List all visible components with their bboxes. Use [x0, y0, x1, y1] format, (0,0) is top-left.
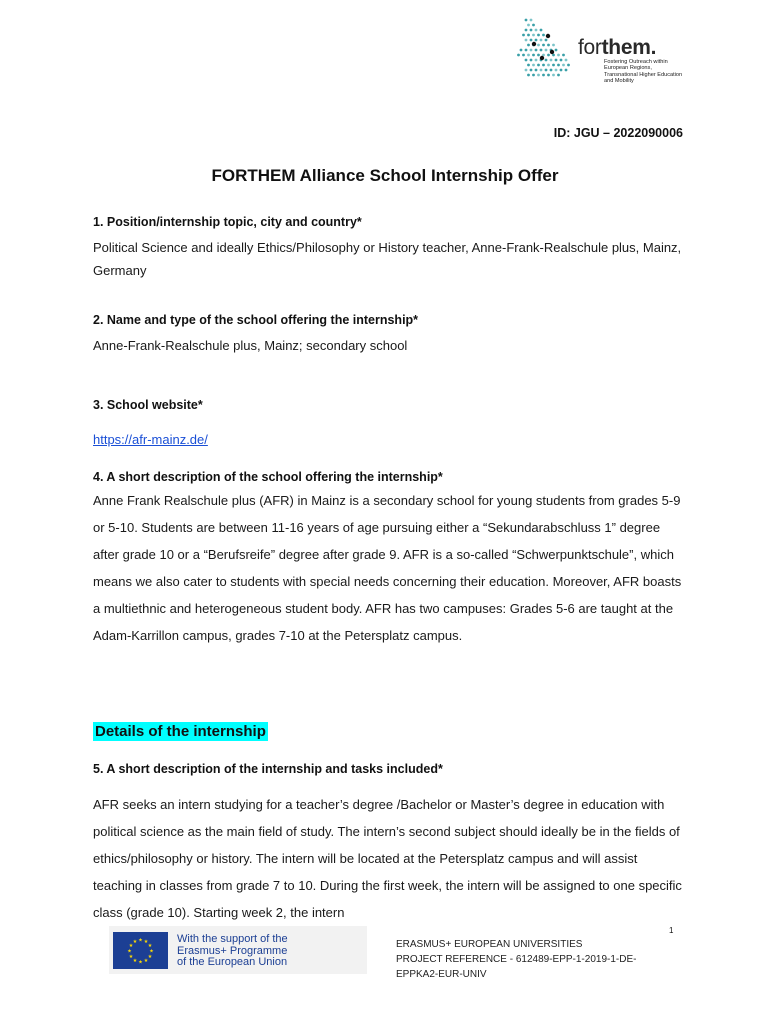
page-title: FORTHEM Alliance School Internship Offer	[211, 166, 559, 185]
svg-text:★: ★	[147, 943, 153, 949]
svg-text:★: ★	[149, 948, 154, 955]
document-id: ID: JGU – 2022090006	[553, 126, 683, 140]
svg-text:★: ★	[138, 937, 143, 944]
erasmus-logo	[109, 926, 367, 974]
section-2-body: Anne-Frank-Realschule plus, Mainz; secondary school	[93, 338, 408, 353]
svg-text:★: ★	[143, 958, 149, 965]
section-3-heading: 3. School website*	[93, 398, 203, 412]
europe-map-icon	[512, 14, 576, 84]
svg-text:★: ★	[132, 938, 138, 945]
section-1-heading: 1. Position/internship topic, city and country*	[93, 215, 362, 229]
svg-text:★: ★	[147, 954, 153, 960]
project-reference: ERASMUS+ EUROPEAN UNIVERSITIES PROJECT REFERENCE - 612489-EPP-1-2019-1-DE-EPPKA2-EUR-UNIV	[396, 939, 637, 980]
svg-text:★: ★	[132, 958, 138, 965]
section-4-heading: 4. A short description of the school offering the internship*	[93, 470, 443, 484]
svg-text:★: ★	[127, 948, 132, 955]
logo-wordmark: forthem.	[578, 36, 657, 59]
section-2-heading: 2. Name and type of the school offering the internship*	[93, 313, 419, 327]
section-5-heading: 5. A short description of the internship and tasks included*	[93, 762, 443, 776]
logo-tagline: Fostering Outreach within European Regions, Transnational Higher Education and Mobility	[604, 59, 683, 85]
page-number: 1	[669, 926, 674, 935]
eu-flag-icon	[113, 932, 168, 969]
svg-text:★: ★	[128, 943, 134, 949]
details-heading: Details of the internship	[95, 723, 266, 740]
section-4-body: Anne Frank Realschule plus (AFR) in Mainz is a secondary school for young students from grades 5-9 or 5-10. Students are between 11-16 years of age pursuing either a “Sekundarabschluss 1” degree after grade 10 or a “Berufsreife” degree after grade 9. AFR is a so-called “Schwerpunktschule”, which means we also cater to students with special needs concerning their education. Moreover, AFR boasts a multiethnic and heterogeneous student body. AFR has two campuses: Grades 5-6 are taught at the Adam-Karrillon campus, grades 7-10 at the Petersplatz campus.	[93, 493, 682, 643]
forthem-logo	[512, 14, 682, 94]
svg-text:★: ★	[143, 938, 149, 945]
svg-text:★: ★	[128, 954, 134, 960]
school-website-link[interactable]: https://afr-mainz.de/	[93, 432, 208, 447]
section-5-body: AFR seeks an intern studying for a teacher’s degree /Bachelor or Master’s degree in education with political science as the main field of study. The intern’s second subject should ideally be in the fields of ethics/philosophy or history. The intern will be located at the Petersplatz campus and will assist teaching in classes from grade 7 to 10. During the first week, the intern will be assigned to one specific class (grade 10). Starting week 2, the intern	[93, 797, 682, 920]
svg-text:★: ★	[138, 959, 143, 966]
erasmus-support-text: With the support of the Erasmus+ Programme of the European Union	[177, 933, 288, 968]
section-1-body: Political Science and ideally Ethics/Philosophy or History teacher, Anne-Frank-Realschule plus, Mainz, Germany	[93, 240, 682, 278]
